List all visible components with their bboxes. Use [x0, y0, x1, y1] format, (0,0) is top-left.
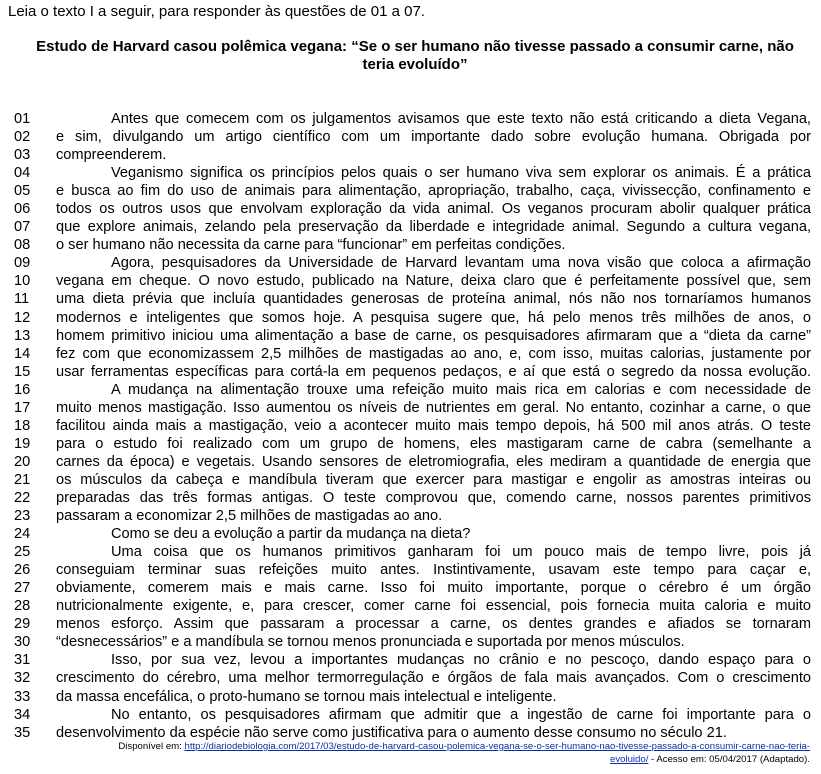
line-number: 28 — [14, 598, 31, 615]
line-number: 20 — [14, 453, 31, 470]
line-number: 34 — [14, 706, 31, 723]
numbered-text-body — [14, 110, 811, 742]
text-line — [14, 236, 811, 254]
line-text: e busca ao fim do uso de animais para alimentação, apropriação, trabalho, caça, vivissecção, confinamento e — [56, 183, 811, 200]
line-text: “desnecessários” e a mandíbula se tornou menos pronunciada e suportada por menos músculos. — [56, 634, 685, 651]
line-text: Antes que comecem com os julgamentos avisamos que este texto não está criticando a dieta Vegana, — [111, 111, 811, 127]
line-text: Uma coisa que os humanos primitivos ganharam foi um pouco mais de tempo livre, pois já — [111, 544, 811, 561]
line-number: 02 — [14, 129, 31, 146]
line-text: preparadas das três formas antigas. O teste comprovou que, comendo carne, nossos parentes primitivos — [56, 489, 811, 506]
line-number: 22 — [14, 489, 31, 506]
line-text: Isso, por sua vez, levou a importantes mudanças no crânio e no pescoço, dando espaço para o — [111, 652, 811, 669]
text-line — [14, 651, 811, 669]
text-line — [14, 597, 811, 615]
line-text: carnes da época) e vegetais. Usando sensores de eletromiografia, eles mediram a quantidade de energia que — [56, 453, 811, 470]
line-number: 26 — [14, 562, 31, 579]
text-line — [14, 327, 811, 345]
text-line — [14, 507, 811, 525]
text-line — [14, 254, 811, 272]
line-number: 32 — [14, 670, 31, 687]
source-access-date: - Acesso em: 05/04/2017 (Adaptado). — [648, 753, 810, 765]
line-number: 07 — [14, 219, 31, 236]
line-number: 17 — [14, 399, 31, 416]
text-line — [14, 363, 811, 381]
line-number: 03 — [14, 147, 31, 164]
text-line — [14, 561, 811, 579]
line-text: modernos e inteligentes que somos hoje. A pesquisa sugere que, há pelo menos três milhões de anos, o — [56, 309, 811, 326]
line-text: homem primitivo iniciou uma alimentação a base de carne, os pesquisadores afirmaram que a “dieta da carne” — [56, 327, 811, 344]
text-line — [14, 345, 811, 363]
line-text: para o estudo foi realizado com um grupo de homens, eles mastigaram carne de cabra (semelhante a — [56, 435, 811, 452]
text-line — [14, 633, 811, 651]
line-number: 31 — [14, 652, 31, 669]
text-line — [14, 543, 811, 561]
line-text: crescimento do cérebro, uma melhor termorregulação e órgãos de fala mais avançados. Com o crescimento — [56, 670, 811, 687]
line-number: 29 — [14, 616, 31, 633]
line-text: e sim, divulgando um artigo científico com um importante dado sobre evolução humana. Obrigada por — [56, 129, 811, 146]
line-number: 08 — [14, 237, 31, 254]
line-text: compreenderem. — [56, 147, 167, 164]
line-text: desenvolvimento da espécie não serve como justificativa para o aumento desse consumo no século 21. — [56, 724, 727, 741]
source-citation — [40, 741, 810, 766]
text-line — [14, 579, 811, 597]
text-line — [14, 525, 811, 543]
text-line — [14, 272, 811, 290]
line-number: 18 — [14, 417, 31, 434]
line-number: 24 — [14, 526, 31, 543]
line-text: usar ferramentas específicas para cortá-la em pequenos pedaços, e aí que está o segredo da nossa evolução. — [56, 363, 811, 380]
line-number: 14 — [14, 345, 31, 362]
text-line — [14, 182, 811, 200]
line-number: 25 — [14, 544, 31, 561]
text-line — [14, 200, 811, 218]
line-number: 05 — [14, 183, 31, 200]
line-text: o ser humano não necessita da carne para “funcionar” em perfeitas condições. — [56, 237, 566, 254]
text-line — [14, 489, 811, 507]
text-line — [14, 471, 811, 489]
line-text: menos esforço. Assim que passaram a processar a carne, os dentes grandes e afiados se tornaram — [56, 616, 811, 633]
line-number: 35 — [14, 724, 31, 741]
line-text: da massa encefálica, o proto-humano se tornou mais intelectual e inteligente. — [56, 688, 557, 705]
line-text: facilitou ainda mais a mastigação, veio a acontecer muito mais tempo depois, há 500 mil anos atrás. O teste — [56, 417, 811, 434]
line-number: 10 — [14, 273, 31, 290]
line-text: que explore animais, zelando pela preservação da liberdade e integridade animal. Segundo a cultura vegana, — [56, 219, 811, 236]
text-line — [14, 164, 811, 182]
line-number: 06 — [14, 201, 31, 218]
text-line — [14, 399, 811, 417]
line-number: 04 — [14, 165, 31, 182]
line-number: 11 — [14, 291, 30, 308]
line-number: 01 — [14, 111, 31, 127]
line-number: 09 — [14, 255, 31, 272]
line-number: 19 — [14, 435, 31, 452]
source-link[interactable]: http://diariodebiologia.com/2017/03/estudo-de-harvard-casou-polemica-vegana-se-o-ser-humano-nao-tivesse-passado-a-consumir-carne-nao-teria- — [184, 741, 810, 752]
article-title — [20, 38, 810, 74]
line-number: 23 — [14, 508, 31, 525]
text-line — [14, 381, 811, 399]
line-text: A mudança na alimentação trouxe uma refeição muito mais rica em calorias e com necessidade de — [111, 381, 811, 398]
line-text: Veganismo significa os princípios pelos quais o ser humano viva sem explorar os animais. É a prática — [111, 165, 811, 182]
line-text: todos os outros usos que envolvam exploração da vida animal. Os veganos procuram abolir qualquer prática — [56, 201, 811, 218]
text-line — [14, 453, 811, 471]
line-text: Agora, pesquisadores da Universidade de Harvard levantam uma nova visão que coloca a afirmação — [111, 255, 811, 272]
line-number: 16 — [14, 381, 31, 398]
text-line — [14, 128, 811, 146]
article-title-line-1: Estudo de Harvard casou polêmica vegana: “Se o ser humano não tivesse passado a consumir carne, não — [36, 38, 794, 55]
text-line — [14, 146, 811, 164]
text-line — [14, 110, 811, 128]
line-text: muito menos mastigação. Isso aumentou os níveis de nutrientes em geral. No entanto, cozinhar a carne, o que — [56, 399, 811, 416]
text-line — [14, 669, 811, 687]
text-line — [14, 309, 811, 327]
text-line — [14, 435, 811, 453]
line-text: passaram a economizar 2,5 milhões de mastigadas ao ano. — [56, 508, 443, 525]
line-number: 12 — [14, 309, 31, 326]
text-line — [14, 218, 811, 236]
line-number: 27 — [14, 580, 31, 597]
article-title-line-2: teria evoluído” — [362, 56, 468, 73]
text-line — [14, 724, 811, 742]
line-number: 13 — [14, 327, 31, 344]
line-text: No entanto, os pesquisadores afirmam que admitir que a ingestão de carne foi importante para o — [111, 706, 811, 723]
source-prefix: Disponível em: — [118, 741, 185, 752]
line-text: fez com que economizassem 2,5 milhões de mastigadas ao ano, e, com isso, muitas calorias, justamente por — [56, 345, 811, 362]
line-text: conseguiam terminar suas refeições muito antes. Instintivamente, usavam este tempo para caçar e, — [56, 562, 811, 579]
line-text: os músculos da cabeça e mandíbula tiveram que exercer para mastigar e engolir as amostras inteiras ou — [56, 471, 811, 488]
line-number: 30 — [14, 634, 31, 651]
text-line — [14, 615, 811, 633]
line-text: vegana em cheque. O novo estudo, publicado na Nature, deixa claro que é perfeitamente possível que, sem — [56, 273, 811, 290]
text-line — [14, 688, 811, 706]
instructions: Leia o texto I a seguir, para responder às questões de 01 a 07. — [8, 3, 425, 20]
line-number: 33 — [14, 688, 31, 705]
line-text: nutricionalmente exigente, e, para crescer, comer carne foi essencial, pois fornecia muita caloria e muito — [56, 598, 811, 615]
line-number: 21 — [14, 471, 31, 488]
text-line — [14, 417, 811, 435]
line-text: Como se deu a evolução a partir da mudança na dieta? — [111, 526, 471, 543]
source-link-continuation[interactable]: evoluido/ — [609, 753, 649, 765]
text-line — [14, 706, 811, 724]
line-text: uma dieta prévia que incluía quantidades generosas de proteína animal, nós não nos tornaríamos humanos — [56, 291, 811, 308]
text-line — [14, 290, 811, 308]
line-text: obviamente, comerem mais e mais carne. Isso foi muito importante, porque o cérebro é um órgão — [56, 580, 811, 597]
line-number: 15 — [14, 363, 31, 380]
